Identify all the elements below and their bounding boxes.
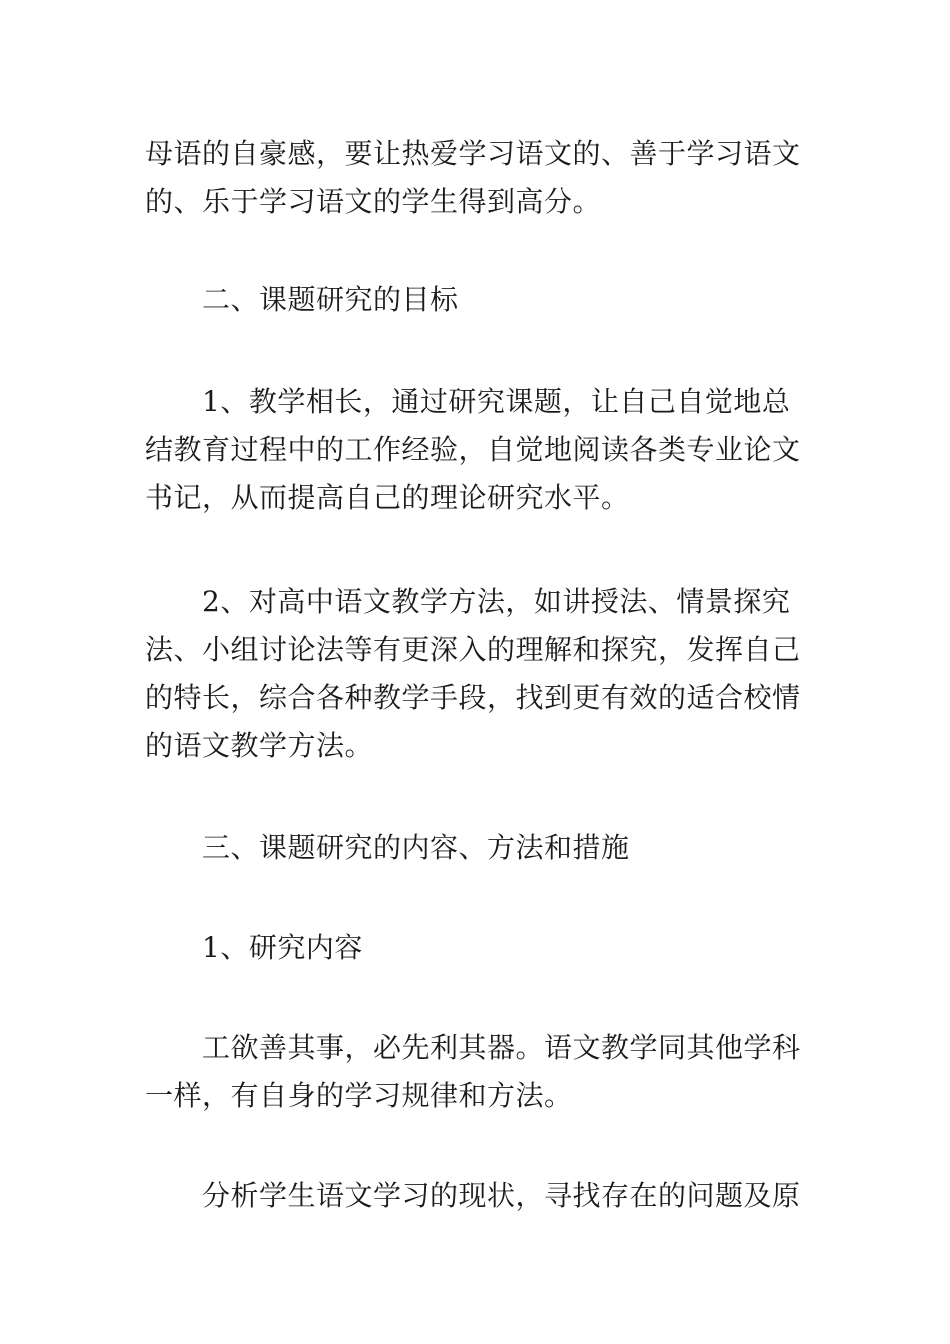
paragraph-objective-2 [145,578,815,770]
heading-text: 二、课题研究的目标 [202,283,459,316]
text-line: 的、乐于学习语文的学生得到高分。 [145,185,602,218]
section-heading-objectives [145,276,815,324]
text-line: 一样，有自身的学习规律和方法。 [145,1079,573,1112]
text-line: 分析学生语文学习的现状，寻找存在的问题及原 [202,1179,801,1212]
heading-text: 1、研究内容 [202,931,363,964]
text-line: 工欲善其事，必先利其器。语文教学同其他学科 [202,1031,801,1064]
heading-text: 三、课题研究的内容、方法和措施 [202,831,630,864]
paragraph-analysis [145,1172,815,1220]
text-line: 2、对高中语文教学方法，如讲授法、情景探究 [202,585,791,618]
text-line: 结教育过程中的工作经验，自觉地阅读各类专业论文 [145,433,801,466]
text-line: 母语的自豪感，要让热爱学习语文的、善于学习语文 [145,137,801,170]
text-line: 的特长，综合各种教学手段，找到更有效的适合校情 [145,681,801,714]
paragraph-objective-1 [145,378,815,522]
subsection-heading-research-content [145,924,815,972]
paragraph-continuation [145,130,815,226]
text-line: 的语文教学方法。 [145,729,374,762]
text-line: 书记，从而提高自己的理论研究水平。 [145,481,630,514]
paragraph-research-content [145,1024,815,1120]
section-heading-content-methods [145,824,815,872]
text-line: 法、小组讨论法等有更深入的理解和探究，发挥自己 [145,633,801,666]
text-line: 1、教学相长，通过研究课题，让自己自觉地总 [202,385,791,418]
